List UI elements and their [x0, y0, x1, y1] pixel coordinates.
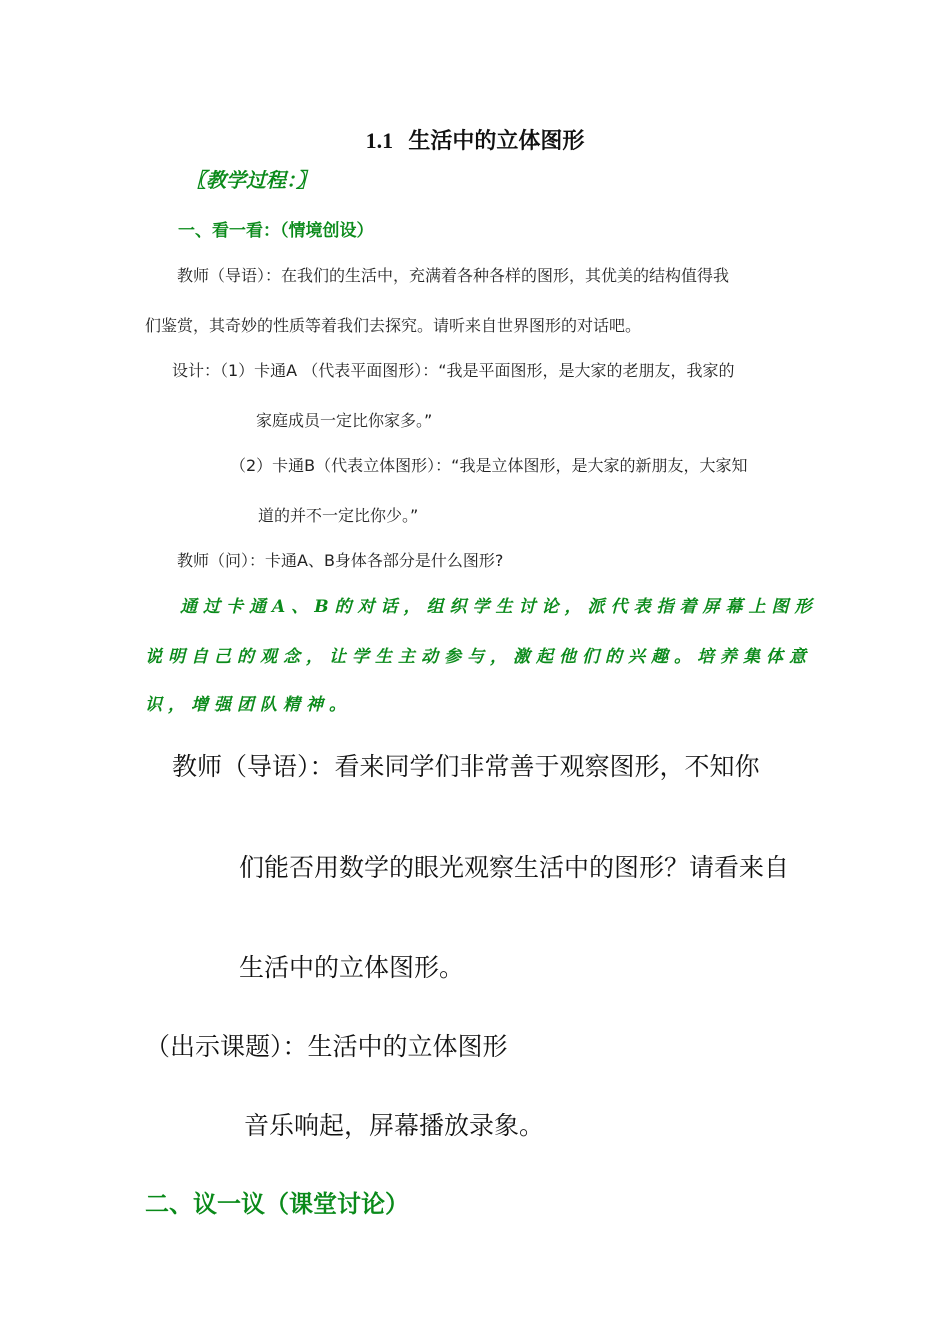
teaching-process-label: 〖教学过程：〗 — [186, 168, 316, 192]
lead-line-3: 生活中的立体图形。 — [239, 953, 465, 982]
show-topic: （出示课题）：生活中的立体图形 — [145, 1032, 508, 1061]
intro-line-1: 教师（导语）：在我们的生活中，充满着各种各样的图形，其优美的结构值得我 — [177, 266, 730, 285]
teacher-question: 教师（问）：卡通A、B身体各部分是什么图形? — [177, 551, 504, 570]
note-line-3: 识，增强团队精神。 — [145, 695, 352, 715]
section2-heading: 二、议一议（课堂讨论） — [145, 1190, 409, 1218]
intro-line-2: 们鉴赏，其奇妙的性质等着我们去探究。请听来自世界图形的对话吧。 — [145, 316, 642, 335]
lead-line-2: 们能否用数学的眼光观察生活中的图形？请看来自 — [239, 853, 790, 882]
design-line-2: 家庭成员一定比你家多。” — [256, 411, 433, 430]
design2-line-1: （2）卡通B（代表立体图形）：“我是立体图形，是大家的新朋友，大家知 — [230, 456, 748, 475]
note-line-2: 说明自己的观念，让学生主动参与，激起他们的兴趣。培养集体意 — [145, 647, 812, 667]
title-text: 生活中的立体图形 — [408, 129, 585, 154]
title-number: 1.1 — [365, 128, 394, 153]
design-line-1: 设计：（1）卡通A （代表平面图形）：“我是平面图形，是大家的老朋友，我家的 — [172, 361, 735, 380]
lead-line-1: 教师（导语）：看来同学们非常善于观察图形，不知你 — [172, 752, 760, 781]
section1-heading: 一、看一看：（情境创设） — [178, 221, 374, 241]
design2-line-2: 道的并不一定比你少。” — [258, 506, 419, 525]
music-line: 音乐响起，屏幕播放录象。 — [244, 1111, 545, 1140]
page-title — [0, 124, 950, 155]
note-line-1: 通过卡通A、B的对话，组织学生讨论，派代表指着屏幕上图形 — [180, 597, 818, 617]
